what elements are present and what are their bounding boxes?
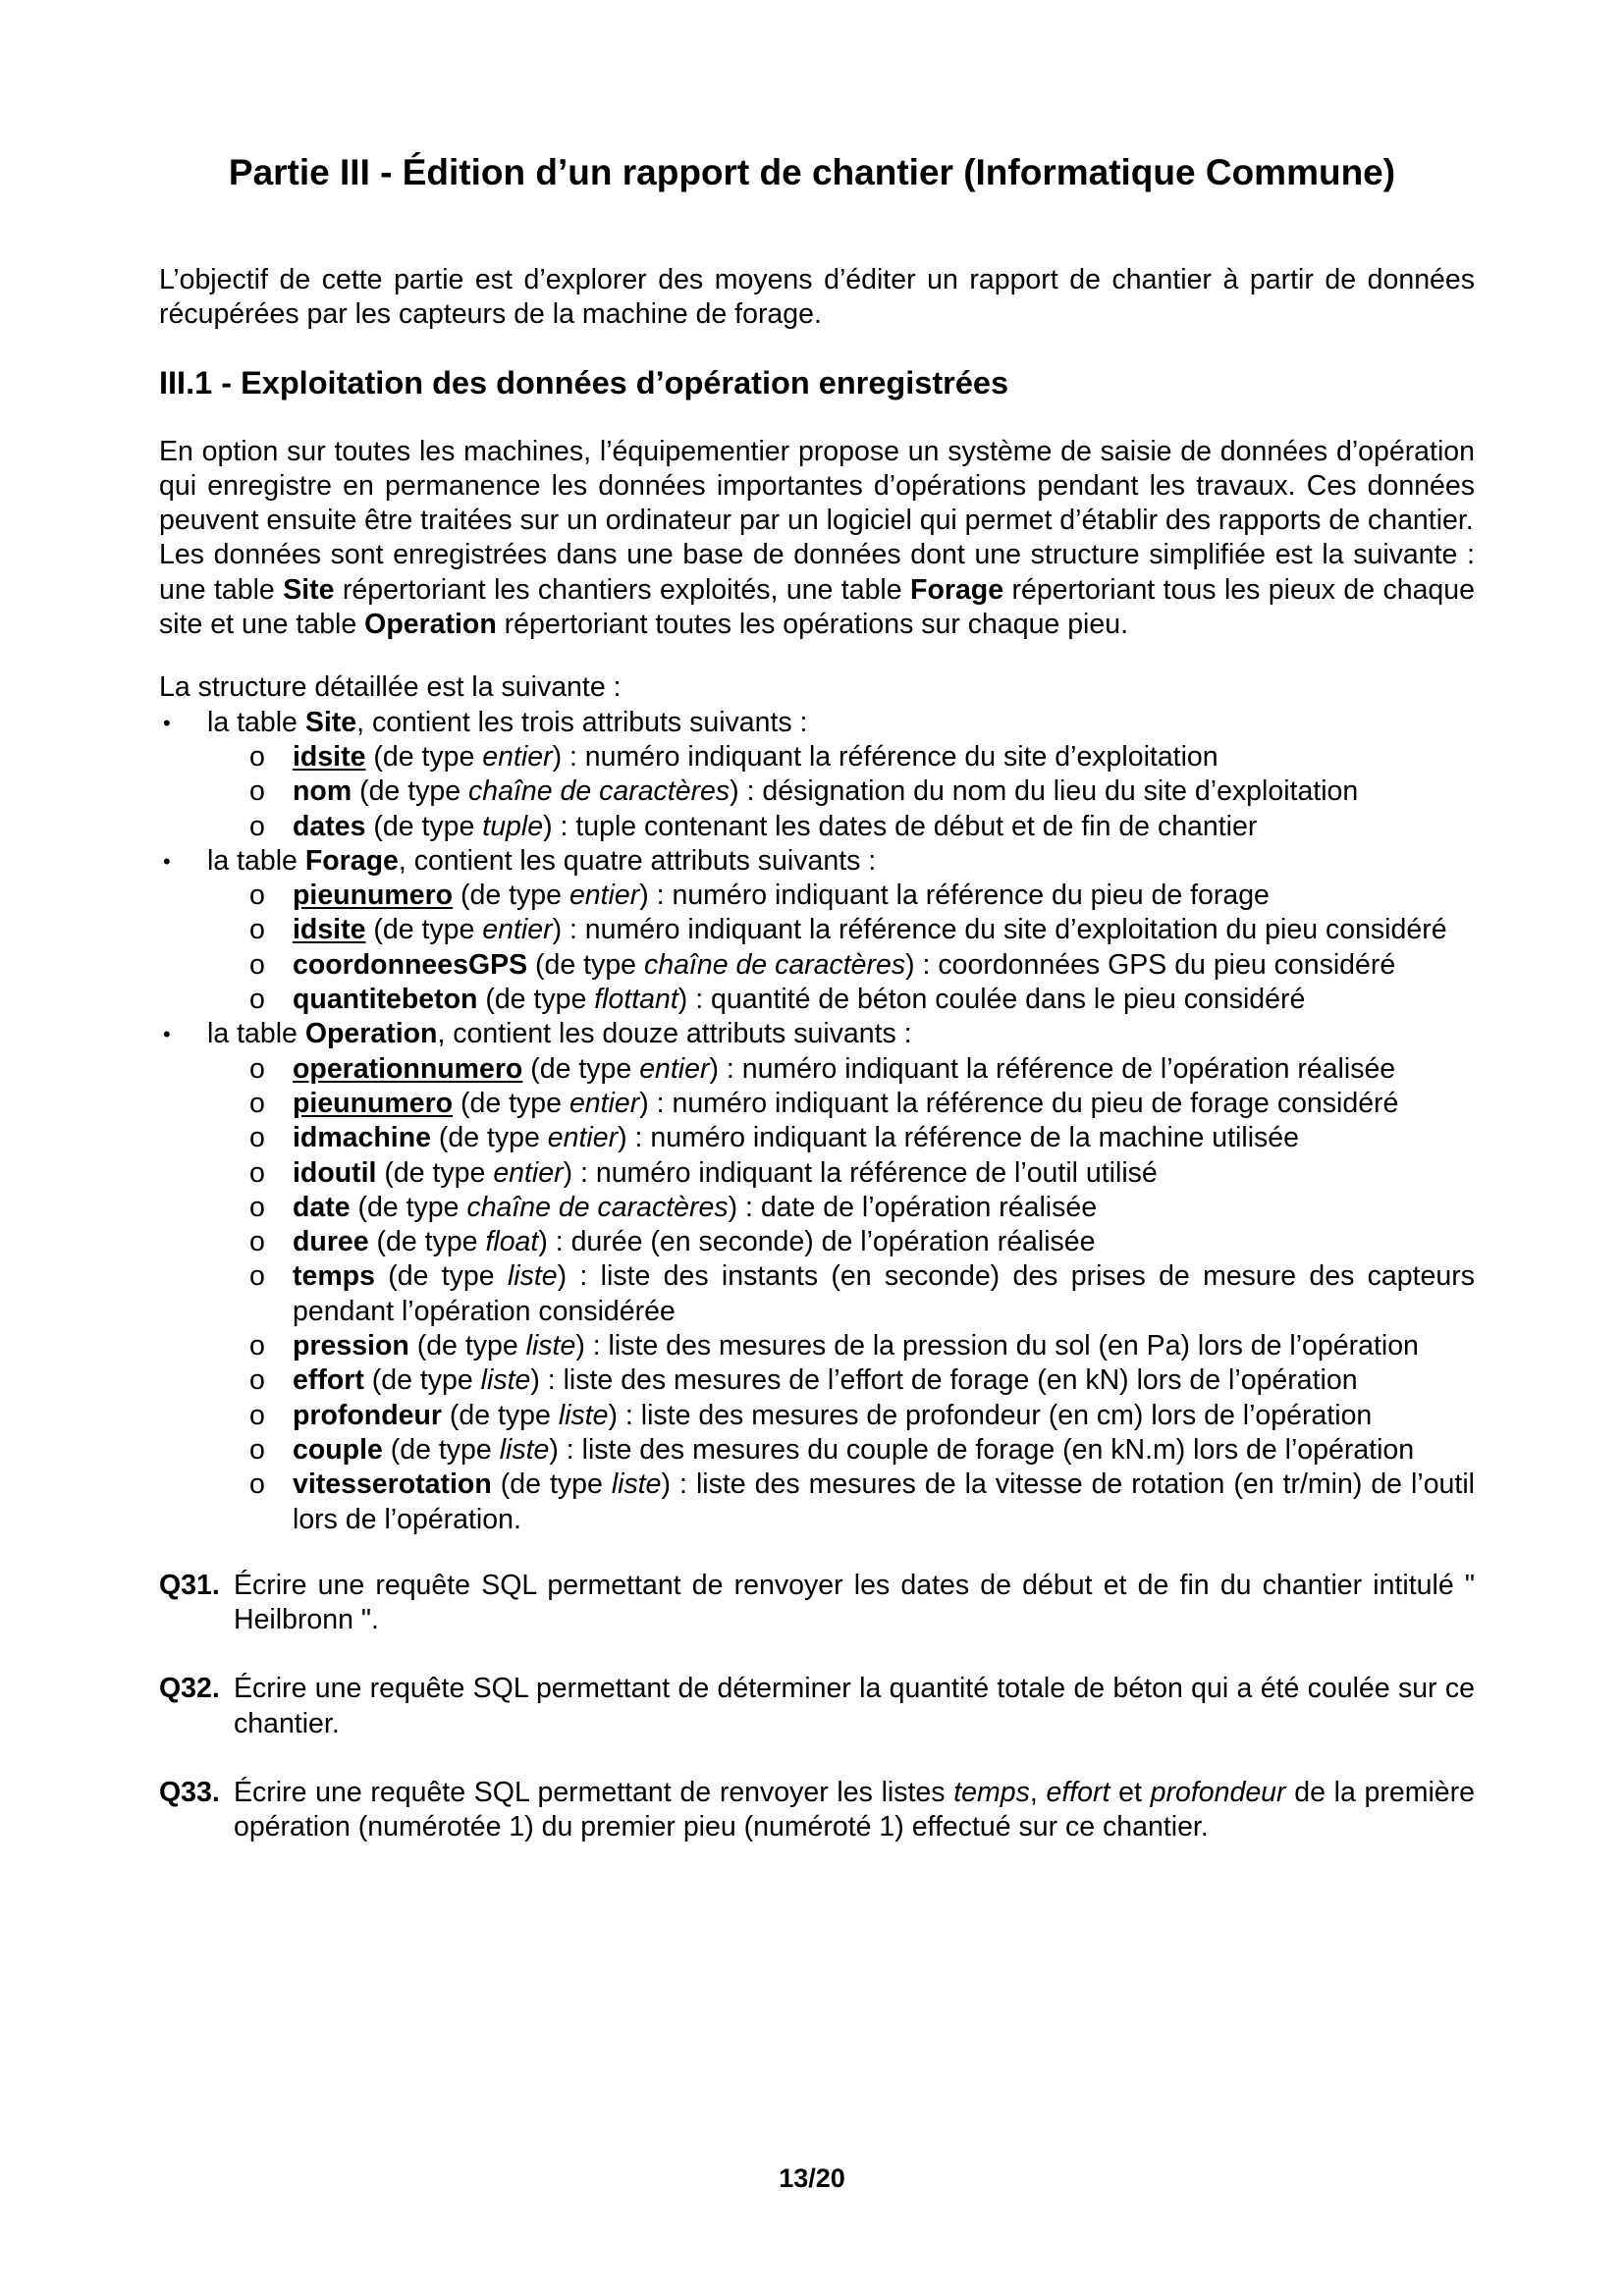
attribute-pieunumero <box>207 1087 1475 1121</box>
text-span: (de type <box>491 1468 612 1501</box>
text-span: répertoriant toutes les opérations sur chaque pieu. <box>496 609 1128 641</box>
text-span: la table <box>207 706 305 738</box>
text-span: , contient les quatre attributs suivants : <box>398 844 877 877</box>
attribute-description: ) : durée (en seconde) de l’opération réalisée <box>538 1226 1096 1258</box>
text-span: (de type <box>352 775 468 808</box>
page-number: 13/20 <box>779 2163 845 2193</box>
section-heading: III.1 - Exploitation des données d’opération enregistrées <box>159 364 1009 400</box>
attribute-idsite <box>207 913 1475 947</box>
attribute-duree <box>207 1225 1475 1259</box>
attribute-type: chaîne de caractères <box>466 1191 729 1223</box>
attribute-name: pieunumero <box>293 1087 454 1119</box>
text-span: (de type <box>368 1226 486 1258</box>
text-span: la table <box>207 1018 305 1050</box>
table-name: Forage <box>304 844 399 877</box>
text-span: (de type <box>350 1191 467 1223</box>
circle-bullet-icon: o <box>249 1260 265 1293</box>
attribute-name: couple <box>293 1433 383 1466</box>
database-paragraph <box>159 538 1475 642</box>
attribute-type: entier <box>482 740 553 773</box>
attribute-name: idoutil <box>293 1156 377 1189</box>
text-span: , <box>1029 1776 1047 1808</box>
text-span: (de type <box>527 948 644 981</box>
attribute-type: chaîne de caractères <box>643 948 906 981</box>
attribute-description: ) : liste des mesures de profondeur (en cm) lors de l’opération <box>608 1399 1373 1431</box>
attribute-coordonneesgps <box>207 948 1475 983</box>
attribute-type: liste <box>480 1364 531 1397</box>
attribute-type: entier <box>639 1052 710 1085</box>
attribute-description: ) : quantité de béton coulée dans le pieu considéré <box>677 984 1306 1016</box>
attribute-description: ) : numéro indiquant la référence du pieu de forage <box>639 880 1270 912</box>
attribute-type: flottant <box>594 984 678 1016</box>
circle-bullet-icon: o <box>249 740 265 773</box>
attribute-operationnumero <box>207 1052 1475 1087</box>
attribute-description: ) : liste des mesures de l’effort de forage (en kN) lors de l’opération <box>530 1364 1358 1397</box>
attribute-name: vitesserotation <box>293 1468 492 1501</box>
description-paragraph: En option sur toutes les machines, l’équipementier propose un système de saisie de données d’opération qui enregistre en permanence les données importantes d’opérations pendant les travaux. Ces données peuvent ensuite être traitées sur un ordinateur par un logiciel qui permet d’établir des rapports de chantier. <box>159 435 1475 537</box>
attribute-type: liste <box>507 1260 558 1293</box>
circle-bullet-icon: o <box>249 984 265 1016</box>
site-table-name: Site <box>283 573 335 606</box>
attribute-description: ) : liste des mesures de la pression du sol (en Pa) lors de l’opération <box>575 1330 1419 1362</box>
attribute-idoutil <box>207 1156 1475 1191</box>
attribute-description: ) : liste des mesures du couple de forage (en kN.m) lors de l’opération <box>549 1433 1415 1466</box>
text-span: répertoriant les chantiers exploités, une table <box>334 573 911 606</box>
attribute-type: liste <box>525 1330 576 1362</box>
text-span: la table <box>207 844 305 877</box>
attribute-name: dates <box>293 810 366 842</box>
page-title: Partie III - Édition d’un rapport de chantier (Informatique Commune) <box>228 152 1396 192</box>
text-span: (de type <box>376 1156 494 1189</box>
attribute-name: pieunumero <box>293 880 454 912</box>
attribute-type: entier <box>493 1156 564 1189</box>
attribute-name: quantitebeton <box>293 984 478 1016</box>
attribute-vitesserotation <box>207 1468 1475 1537</box>
text-span: et <box>1110 1776 1151 1808</box>
text-span: , contient les douze attributs suivants : <box>437 1018 912 1050</box>
question-q32 <box>159 1672 1475 1741</box>
attribute-name: nom <box>293 775 352 808</box>
attribute-name: temps <box>293 1260 375 1293</box>
circle-bullet-icon: o <box>249 775 265 808</box>
question-text <box>234 1776 1475 1845</box>
attribute-name: profondeur <box>293 1399 442 1431</box>
text-span: répertoriant tous les pieux de chaque site et une table <box>159 573 1475 641</box>
attribute-type: entier <box>547 1122 619 1154</box>
attribute-type: entier <box>482 914 553 946</box>
questions <box>159 1569 1475 1845</box>
circle-bullet-icon: o <box>249 810 265 842</box>
attribute-type: entier <box>568 1087 640 1119</box>
attribute-name: operationnumero <box>293 1052 523 1085</box>
question-q33 <box>159 1776 1475 1845</box>
attribute-type: entier <box>568 880 640 912</box>
attribute-description: ) : liste des instants (en seconde) des prises de mesure des capteurs pendant l’opération considérée <box>293 1260 1475 1327</box>
attribute-name: coordonneesGPS <box>293 948 528 981</box>
attribute-description: ) : coordonnées GPS du pieu considéré <box>905 948 1396 981</box>
attribute-nom <box>207 774 1475 809</box>
attribute-pression <box>207 1329 1475 1363</box>
text-span: (de type <box>453 880 569 912</box>
attribute-type: liste <box>611 1468 662 1501</box>
attribute-type: liste <box>558 1399 609 1431</box>
intro-paragraph: L’objectif de cette partie est d’explorer des moyens d’éditer un rapport de chantier à partir de données récupérées par les capteurs de la machine de forage. <box>159 264 1475 331</box>
attribute-description: ) : date de l’opération réalisée <box>728 1191 1098 1223</box>
emphasis-temps: temps <box>953 1776 1030 1808</box>
circle-bullet-icon: o <box>249 880 265 912</box>
circle-bullet-icon: o <box>249 1433 265 1466</box>
bullet-icon: • <box>163 848 171 874</box>
operation-table-name: Operation <box>364 609 497 641</box>
text-span: (de type <box>408 1330 526 1362</box>
text-span: (de type <box>365 810 483 842</box>
text-span: (de type <box>382 1433 500 1466</box>
attribute-type: chaîne de caractères <box>468 775 731 808</box>
table-name: Site <box>304 706 357 738</box>
attribute-description: ) : numéro indiquant la référence du site d’exploitation du pieu considéré <box>552 914 1447 946</box>
attribute-quantitebeton <box>207 983 1475 1017</box>
circle-bullet-icon: o <box>249 1122 265 1154</box>
attribute-name: idsite <box>293 740 366 773</box>
attribute-name: duree <box>293 1226 369 1258</box>
attribute-name: pression <box>293 1330 409 1362</box>
attribute-name: idmachine <box>293 1122 431 1154</box>
text-span: Les données sont enregistrées dans une base de données dont une structure simplifiée est la suivante : une table <box>159 539 1475 606</box>
text-span: , contient les trois attributs suivants : <box>356 706 808 738</box>
table-name: Operation <box>304 1018 438 1050</box>
question-q31 <box>159 1569 1475 1638</box>
text-span: de la première opération (numérotée 1) du premier pieu (numéroté 1) effectué sur ce chantier. <box>234 1776 1475 1843</box>
question-number: Q31. <box>159 1569 220 1601</box>
text-span: (de type <box>430 1122 548 1154</box>
text-span: Écrire une requête SQL permettant de renvoyer les listes <box>234 1776 954 1808</box>
circle-bullet-icon: o <box>249 1364 265 1397</box>
tables-list <box>159 706 1475 1537</box>
attribute-list <box>207 740 1475 844</box>
text-span: (de type <box>477 984 595 1016</box>
attribute-idmachine <box>207 1121 1475 1155</box>
attribute-name: idsite <box>293 914 366 946</box>
attribute-list <box>207 1052 1475 1537</box>
attribute-date <box>207 1191 1475 1225</box>
question-number: Q32. <box>159 1673 220 1705</box>
attribute-description: ) : tuple contenant les dates de début et de fin de chantier <box>543 810 1258 842</box>
attribute-description: ) : numéro indiquant la référence de la machine utilisée <box>618 1122 1299 1154</box>
circle-bullet-icon: o <box>249 1191 265 1223</box>
circle-bullet-icon: o <box>249 914 265 946</box>
table-item-forage <box>159 844 1475 1017</box>
question-text: Écrire une requête SQL permettant de renvoyer les dates de début et de fin du chantier intitulé " Heilbronn ". <box>234 1569 1475 1636</box>
attribute-pieunumero <box>207 879 1475 913</box>
text-span: (de type <box>365 740 483 773</box>
circle-bullet-icon: o <box>249 1330 265 1362</box>
attribute-description: ) : numéro indiquant la référence du pieu de forage considéré <box>639 1087 1399 1119</box>
circle-bullet-icon: o <box>249 1468 265 1501</box>
structure-intro: La structure détaillée est la suivante : <box>159 671 622 704</box>
attribute-couple <box>207 1433 1475 1468</box>
attribute-type: liste <box>499 1433 550 1466</box>
attribute-name: effort <box>293 1364 364 1397</box>
attribute-idsite <box>207 740 1475 774</box>
circle-bullet-icon: o <box>249 1052 265 1085</box>
text-span: (de type <box>365 914 483 946</box>
question-text: Écrire une requête SQL permettant de déterminer la quantité totale de béton qui a été coulée sur ce chantier. <box>234 1673 1475 1739</box>
attribute-description: ) : numéro indiquant la référence du site d’exploitation <box>552 740 1218 773</box>
text-span: (de type <box>363 1364 481 1397</box>
text-span: (de type <box>453 1087 569 1119</box>
attribute-description: ) : numéro indiquant la référence de l’outil utilisé <box>563 1156 1158 1189</box>
circle-bullet-icon: o <box>249 948 265 981</box>
attribute-description: ) : désignation du nom du lieu du site d’exploitation <box>730 775 1359 808</box>
text-span: (de type <box>441 1399 559 1431</box>
attribute-effort <box>207 1363 1475 1398</box>
circle-bullet-icon: o <box>249 1399 265 1431</box>
circle-bullet-icon: o <box>249 1156 265 1189</box>
text-span: (de type <box>374 1260 508 1293</box>
text-span: (de type <box>522 1052 640 1085</box>
attribute-type: tuple <box>482 810 544 842</box>
circle-bullet-icon: o <box>249 1087 265 1119</box>
table-item-operation <box>159 1017 1475 1536</box>
attribute-name: date <box>293 1191 351 1223</box>
emphasis-profondeur: profondeur <box>1150 1776 1286 1808</box>
attribute-description: ) : numéro indiquant la référence de l’opération réalisée <box>709 1052 1396 1085</box>
table-item-site <box>159 706 1475 844</box>
emphasis-effort: effort <box>1046 1776 1110 1808</box>
question-number: Q33. <box>159 1776 220 1808</box>
attribute-dates <box>207 810 1475 844</box>
attribute-description: ) : liste des mesures de la vitesse de rotation (en tr/min) de l’outil lors de l’opération. <box>293 1468 1475 1535</box>
bullet-icon: • <box>163 1022 171 1047</box>
attribute-temps <box>207 1259 1475 1329</box>
circle-bullet-icon: o <box>249 1226 265 1258</box>
attribute-list <box>207 879 1475 1017</box>
bullet-icon: • <box>163 710 171 735</box>
attribute-profondeur <box>207 1399 1475 1433</box>
attribute-type: float <box>485 1226 539 1258</box>
forage-table-name: Forage <box>910 573 1004 606</box>
document-body <box>159 263 1475 1880</box>
